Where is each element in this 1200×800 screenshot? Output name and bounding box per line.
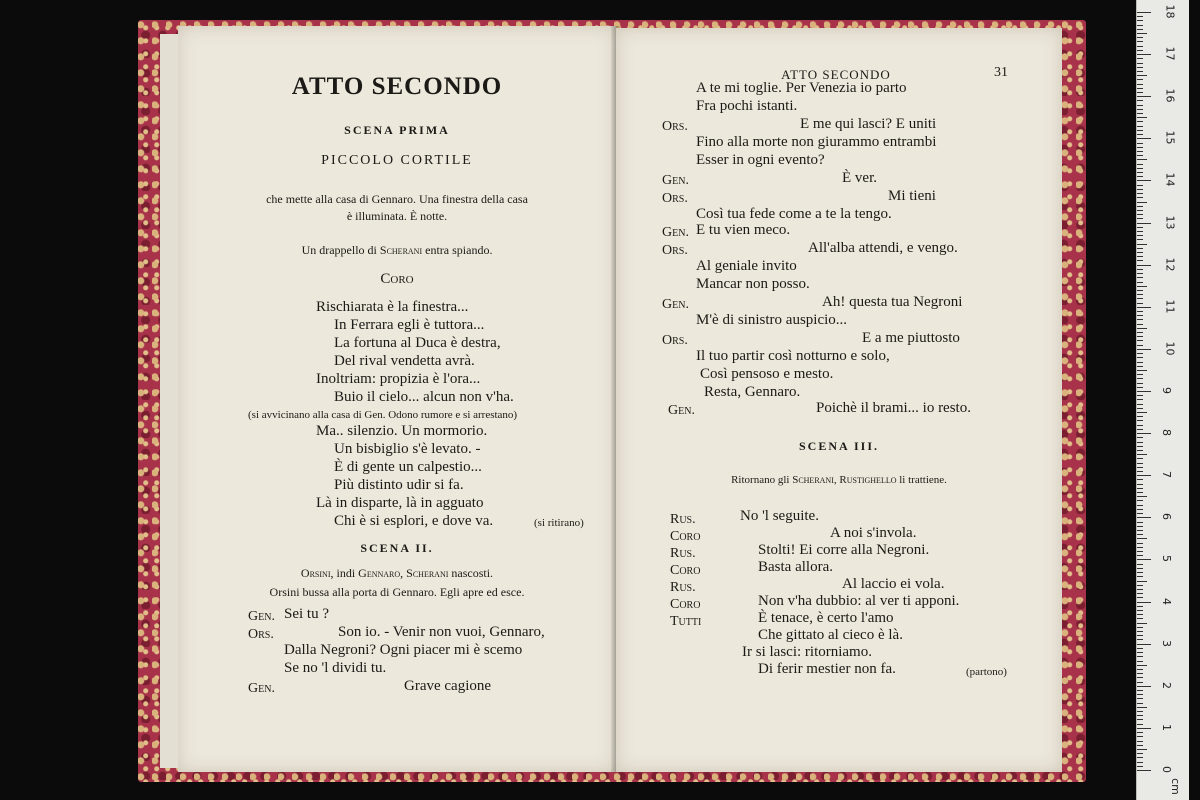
ruler-tick (1137, 340, 1143, 341)
ruler-tick (1137, 749, 1147, 750)
ruler-tick (1137, 648, 1143, 649)
speaker-label: Gen. (248, 681, 275, 696)
ruler-number: 6 (1160, 513, 1173, 521)
ruler-tick (1137, 694, 1143, 695)
ruler-tick (1137, 652, 1143, 653)
ruler-tick (1137, 602, 1151, 603)
ruler-tick (1137, 597, 1143, 598)
ruler-tick (1137, 138, 1151, 139)
act-title: ATTO SECONDO (291, 73, 503, 100)
ruler-tick (1137, 732, 1143, 733)
ruler-tick (1137, 446, 1143, 447)
character-name: Orsini (300, 566, 331, 580)
ruler-tick (1137, 450, 1143, 451)
dialogue-line: Al laccio ei vola. (842, 576, 945, 592)
ruler-tick (1137, 534, 1143, 535)
ruler-tick (1137, 100, 1143, 101)
ruler-tick (1137, 484, 1143, 485)
ruler-tick (1137, 239, 1143, 240)
ruler-tick (1137, 526, 1143, 527)
ruler-tick (1137, 50, 1143, 51)
stage-direction: (si ritirano) (534, 517, 584, 529)
ruler-number: 8 (1160, 429, 1173, 437)
speaker-label: Tutti (670, 614, 702, 629)
speaker-label: Rus. (670, 512, 696, 527)
ruler-tick (1137, 256, 1143, 257)
ruler-tick (1137, 109, 1143, 110)
ruler-tick (1137, 206, 1143, 207)
ruler-number: 3 (1160, 639, 1173, 647)
ruler-tick (1137, 757, 1143, 758)
ruler-tick (1137, 378, 1143, 379)
ruler-number: 18 (1163, 4, 1177, 19)
speaker-label: Rus. (670, 546, 696, 561)
ruler-tick (1137, 665, 1147, 666)
ruler-tick (1137, 260, 1143, 261)
verse-line: Chi è si esplori, e dove va. (334, 513, 494, 529)
dialogue-line: Se no 'l dividi tu. (284, 660, 387, 676)
ruler-tick (1137, 172, 1143, 173)
dialogue-line: Dalla Negroni? Ogni piacer mi è scemo (284, 642, 523, 658)
speaker-label: Gen. (248, 609, 275, 624)
ruler-tick (1137, 92, 1143, 93)
dialogue-line: No 'l seguite. (740, 508, 819, 524)
dialogue-line: Non v'ha dubbio: al ver ti apponi. (758, 593, 960, 609)
ruler-tick (1137, 585, 1143, 586)
ruler-tick (1137, 623, 1147, 624)
ruler-tick (1137, 218, 1143, 219)
ruler-tick (1137, 753, 1143, 754)
ruler-tick (1137, 669, 1143, 670)
ruler-tick (1137, 762, 1143, 763)
ruler-number: 9 (1160, 387, 1173, 394)
verse-line: Rischiarata è la finestra... (316, 299, 469, 315)
ruler-tick (1137, 282, 1143, 283)
ruler-tick (1137, 530, 1143, 531)
dialogue-line: All'alba attendi, e vengo. (808, 240, 958, 256)
speaker-label: Gen. (662, 173, 689, 188)
ruler-tick (1137, 559, 1151, 560)
ruler-tick (1137, 412, 1147, 413)
ruler-tick (1137, 126, 1143, 127)
ruler-tick (1137, 33, 1147, 34)
speaker-label: Coro (670, 563, 701, 578)
ruler-tick (1137, 677, 1143, 678)
verse-line: Un bisbiglio s'è levato. - (334, 441, 481, 457)
measuring-ruler (1136, 0, 1189, 800)
ruler-tick (1137, 724, 1143, 725)
ruler-tick (1137, 336, 1143, 337)
ruler-tick (1137, 185, 1143, 186)
ruler-tick (1137, 176, 1143, 177)
verse-line: Buio il cielo... alcun non v'ha. (334, 389, 514, 405)
ruler-tick (1137, 46, 1143, 47)
dialogue-line: M'è di sinistro auspicio... (696, 312, 848, 328)
ruler-tick (1137, 387, 1143, 388)
verse-line: Inoltriam: propizia è l'ora... (316, 371, 481, 387)
dialogue-line: Poichè il brami... io resto. (816, 400, 971, 416)
ruler-tick (1137, 151, 1143, 152)
ruler-tick (1137, 269, 1143, 270)
ruler-tick (1137, 492, 1143, 493)
dialogue-line: Resta, Gennaro. (704, 384, 801, 400)
ruler-tick (1137, 618, 1143, 619)
stage-direction: (partono) (966, 666, 1007, 678)
text-run: , indi (330, 566, 359, 580)
ruler-unit: cm (1168, 778, 1182, 795)
ruler-tick (1137, 210, 1143, 211)
ruler-tick (1137, 703, 1143, 704)
verse-line: È di gente un calpestio... (334, 459, 482, 475)
ruler-tick (1137, 564, 1143, 565)
dialogue-line: Son io. - Venir non vuoi, Gennaro, (338, 624, 545, 640)
ruler-tick (1137, 294, 1143, 295)
ruler-tick (1137, 143, 1143, 144)
ruler-tick (1137, 164, 1143, 165)
ruler-tick (1137, 711, 1143, 712)
ruler-tick (1137, 614, 1143, 615)
stage-direction (178, 242, 616, 259)
ruler-tick (1137, 551, 1143, 552)
character-name: Rustighello (839, 474, 897, 486)
ruler-tick (1137, 458, 1143, 459)
ruler-tick (1137, 673, 1143, 674)
verse-line: Più distinto udir si fa. (334, 477, 464, 493)
scene-heading: SCENA II. (360, 541, 434, 555)
dialogue-line: Ir si lasci: ritorniamo. (742, 644, 872, 660)
ruler-tick (1137, 67, 1143, 68)
ruler-tick (1137, 437, 1143, 438)
ruler-tick (1137, 311, 1143, 312)
character-name: Scherani (379, 243, 423, 257)
ruler-tick (1137, 463, 1143, 464)
ruler-tick (1137, 509, 1143, 510)
ruler-tick (1137, 223, 1151, 224)
stage-direction: che mette alla casa di Gennaro. Una finestra della casa (266, 192, 528, 206)
dialogue-line: Di ferir mestier non fa. (758, 661, 896, 677)
ruler-tick (1137, 568, 1143, 569)
ruler-tick (1137, 159, 1147, 160)
dialogue-line: A te mi toglie. Per Venezia io parto (696, 80, 907, 96)
scene-heading: SCENA III. (798, 439, 880, 453)
ruler-tick (1137, 315, 1143, 316)
speaker-label: Gen. (668, 403, 695, 418)
dialogue-line: Stolti! Ei corre alla Negroni. (758, 542, 930, 558)
ruler-tick (1137, 686, 1151, 687)
speaker-label: Ors. (662, 119, 688, 134)
ruler-tick (1137, 496, 1147, 497)
ruler-tick (1137, 54, 1151, 55)
verse-line: Ma.. silenzio. Un mormorio. (316, 423, 488, 439)
stage-direction (178, 565, 616, 582)
left-page (178, 26, 616, 772)
dialogue-line: A noi s'invola. (830, 525, 917, 541)
ruler-tick (1137, 303, 1143, 304)
ruler-tick (1137, 168, 1143, 169)
dialogue-line: Il tuo partir così notturno e solo, (696, 348, 890, 364)
stage-direction: Orsini bussa alla porta di Gennaro. Egli apre ed esce. (269, 585, 525, 599)
ruler-tick (1137, 357, 1143, 358)
ruler-tick (1137, 16, 1143, 17)
ruler-tick (1137, 197, 1143, 198)
text-run: nascosti. (448, 566, 494, 580)
verse-line: In Ferrara egli è tuttora... (334, 317, 485, 333)
ruler-tick (1137, 770, 1151, 771)
ruler-tick (1137, 298, 1143, 299)
scene-heading: SCENA PRIMA (344, 123, 450, 137)
ruler-tick (1137, 286, 1147, 287)
ruler-tick (1137, 113, 1143, 114)
dialogue-line: Al geniale invito (696, 258, 797, 274)
ruler-tick (1137, 88, 1143, 89)
ruler-tick (1137, 130, 1143, 131)
ruler-number: 11 (1163, 299, 1177, 314)
ruler-tick (1137, 332, 1143, 333)
ruler-tick (1137, 117, 1147, 118)
ruler-tick (1137, 593, 1143, 594)
ruler-tick (1137, 75, 1147, 76)
ruler-tick (1137, 121, 1143, 122)
ruler-tick (1137, 644, 1151, 645)
speaker-chorus: Coro (380, 271, 414, 287)
speaker-label: Rus. (670, 580, 696, 595)
ruler-number: 5 (1160, 555, 1173, 563)
right-page (616, 28, 1062, 772)
setting-heading: PICCOLO CORTILE (321, 153, 473, 168)
text-run: , (400, 566, 407, 580)
ruler-number: 7 (1160, 471, 1173, 479)
ruler-tick (1137, 328, 1147, 329)
ruler-tick (1137, 227, 1143, 228)
stage-direction (616, 472, 1062, 489)
ruler-tick (1137, 719, 1143, 720)
ruler-tick (1137, 513, 1143, 514)
ruler-tick (1137, 639, 1143, 640)
ruler-tick (1137, 29, 1143, 30)
ruler-tick (1137, 349, 1151, 350)
ruler-tick (1137, 244, 1147, 245)
ruler-tick (1137, 383, 1143, 384)
character-name: Scherani (792, 474, 834, 486)
ruler-tick (1137, 370, 1147, 371)
ruler-tick (1137, 610, 1143, 611)
ruler-tick (1137, 471, 1143, 472)
ruler-tick (1137, 429, 1143, 430)
ruler-tick (1137, 96, 1151, 97)
ruler-tick (1137, 479, 1143, 480)
ruler-tick (1137, 627, 1143, 628)
dialogue-line: Che gittato al cieco è là. (758, 627, 903, 643)
verse-line: Là in disparte, là in agguato (316, 495, 484, 511)
ruler-tick (1137, 728, 1151, 729)
ruler-tick (1137, 543, 1143, 544)
ruler-tick (1137, 517, 1151, 518)
text-run: entra spiando. (422, 243, 493, 257)
ruler-tick (1137, 766, 1143, 767)
ruler-tick (1137, 366, 1143, 367)
ruler-tick (1137, 416, 1143, 417)
dialogue-line: Fra pochi istanti. (696, 98, 798, 114)
speaker-label: Ors. (248, 627, 274, 642)
ruler-tick (1137, 180, 1151, 181)
text-run: Un drappello di (301, 243, 380, 257)
ruler-tick (1137, 576, 1143, 577)
speaker-label: Coro (670, 529, 701, 544)
dialogue-line: Ah! questa tua Negroni (822, 294, 963, 310)
ruler-tick (1137, 248, 1143, 249)
ruler-tick (1137, 661, 1143, 662)
ruler-tick (1137, 505, 1143, 506)
verse-line: Del rival vendetta avrà. (334, 353, 475, 369)
ruler-tick (1137, 467, 1143, 468)
ruler-tick (1137, 319, 1143, 320)
ruler-tick (1137, 399, 1143, 400)
ruler-number: 0 (1160, 766, 1173, 773)
ruler-tick (1137, 442, 1143, 443)
dialogue-line: Mi tieni (888, 188, 936, 204)
speaker-label: Gen. (662, 297, 689, 312)
ruler-tick (1137, 324, 1143, 325)
ruler-tick (1137, 555, 1143, 556)
page-number: 31 (994, 65, 1008, 80)
ruler-tick (1137, 189, 1143, 190)
ruler-tick (1137, 741, 1143, 742)
ruler-tick (1137, 134, 1143, 135)
dialogue-line: E tu vien meco. (696, 222, 791, 238)
ruler-tick (1137, 395, 1143, 396)
ruler-tick (1137, 656, 1143, 657)
ruler-tick (1137, 589, 1143, 590)
ruler-tick (1137, 690, 1143, 691)
ruler-tick (1137, 362, 1143, 363)
ruler-tick (1137, 475, 1151, 476)
stage-direction: (si avvicinano alla casa di Gen. Odono rumore e si arrestano) (248, 409, 518, 421)
dialogue-line: È tenace, è certo l'amo (758, 610, 894, 626)
text-run: , (833, 474, 840, 486)
stage-direction: è illuminata. È notte. (346, 209, 448, 223)
ruler-tick (1137, 736, 1143, 737)
ruler-number: 14 (1163, 172, 1177, 187)
dialogue-line: E me qui lasci? E uniti (800, 116, 937, 132)
ruler-number: 15 (1163, 130, 1177, 145)
ruler-tick (1137, 488, 1143, 489)
dialogue-line: Basta allora. (758, 559, 833, 575)
ruler-number: 2 (1160, 681, 1173, 689)
ruler-tick (1137, 147, 1143, 148)
ruler-tick (1137, 273, 1143, 274)
ruler-tick (1137, 71, 1143, 72)
running-head: ATTO SECONDO (781, 67, 891, 82)
dialogue-line: Mancar non posso. (696, 276, 810, 292)
ruler-tick (1137, 58, 1143, 59)
ruler-tick (1137, 155, 1143, 156)
ruler-number: 10 (1163, 341, 1177, 356)
ruler-tick (1137, 682, 1143, 683)
speaker-label: Coro (670, 597, 701, 612)
ruler-tick (1137, 20, 1143, 21)
ruler-tick (1137, 408, 1143, 409)
ruler-tick (1137, 698, 1143, 699)
ruler-number: 12 (1163, 257, 1177, 272)
dialogue-line: Sei tu ? (284, 606, 329, 622)
ruler-tick (1137, 404, 1143, 405)
speaker-label: Ors. (662, 333, 688, 348)
ruler-tick (1137, 25, 1143, 26)
ruler-tick (1137, 105, 1143, 106)
ruler-tick (1137, 391, 1151, 392)
dialogue-line: Così tua fede come a te la tengo. (696, 206, 892, 222)
ruler-tick (1137, 745, 1143, 746)
speaker-label: Ors. (662, 243, 688, 258)
dialogue-line: Così pensoso e mesto. (700, 366, 834, 382)
ruler-number: 13 (1163, 215, 1177, 230)
ruler-tick (1137, 37, 1143, 38)
ruler-number: 1 (1160, 723, 1173, 731)
ruler-tick (1137, 420, 1143, 421)
ruler-tick (1137, 522, 1143, 523)
text-run: li trattiene. (896, 474, 947, 486)
ruler-tick (1137, 277, 1143, 278)
ruler-tick (1137, 606, 1143, 607)
text-run: Ritornano gli (731, 474, 793, 486)
ruler-number: 4 (1160, 597, 1173, 605)
ruler-tick (1137, 715, 1143, 716)
ruler-tick (1137, 581, 1147, 582)
speaker-label: Ors. (662, 191, 688, 206)
ruler-tick (1137, 235, 1143, 236)
ruler-tick (1137, 231, 1143, 232)
ruler-tick (1137, 214, 1143, 215)
character-name: Gennaro (358, 566, 401, 580)
ruler-tick (1137, 79, 1143, 80)
ruler-tick (1137, 547, 1143, 548)
dialogue-line: Fino alla morte non giurammo entrambi (696, 134, 937, 150)
ruler-tick (1137, 631, 1143, 632)
ruler-tick (1137, 12, 1151, 13)
dialogue-line: È ver. (842, 170, 877, 186)
ruler-tick (1137, 433, 1151, 434)
ruler-tick (1137, 252, 1143, 253)
speaker-label: Gen. (662, 225, 689, 240)
ruler-tick (1137, 193, 1143, 194)
dialogue-line: E a me piuttosto (862, 330, 960, 346)
ruler-tick (1137, 635, 1143, 636)
character-name: Scherani (406, 566, 449, 580)
ruler-number: 16 (1163, 88, 1177, 103)
ruler-tick (1137, 84, 1143, 85)
verse-line: La fortuna al Duca è destra, (334, 335, 501, 351)
ruler-tick (1137, 353, 1143, 354)
ruler-tick (1137, 374, 1143, 375)
dialogue-line: Grave cagione (404, 678, 492, 694)
ruler-tick (1137, 290, 1143, 291)
ruler-tick (1137, 307, 1151, 308)
ruler-tick (1137, 202, 1147, 203)
ruler-tick (1137, 345, 1143, 346)
dialogue-line: Esser in ogni evento? (696, 152, 825, 168)
ruler-tick (1137, 41, 1143, 42)
ruler-tick (1137, 425, 1143, 426)
ruler-number: 17 (1163, 46, 1177, 61)
ruler-tick (1137, 265, 1151, 266)
ruler-tick (1137, 454, 1147, 455)
ruler-tick (1137, 63, 1143, 64)
ruler-tick (1137, 538, 1147, 539)
ruler-tick (1137, 572, 1143, 573)
ruler-tick (1137, 500, 1143, 501)
ruler-tick (1137, 707, 1147, 708)
